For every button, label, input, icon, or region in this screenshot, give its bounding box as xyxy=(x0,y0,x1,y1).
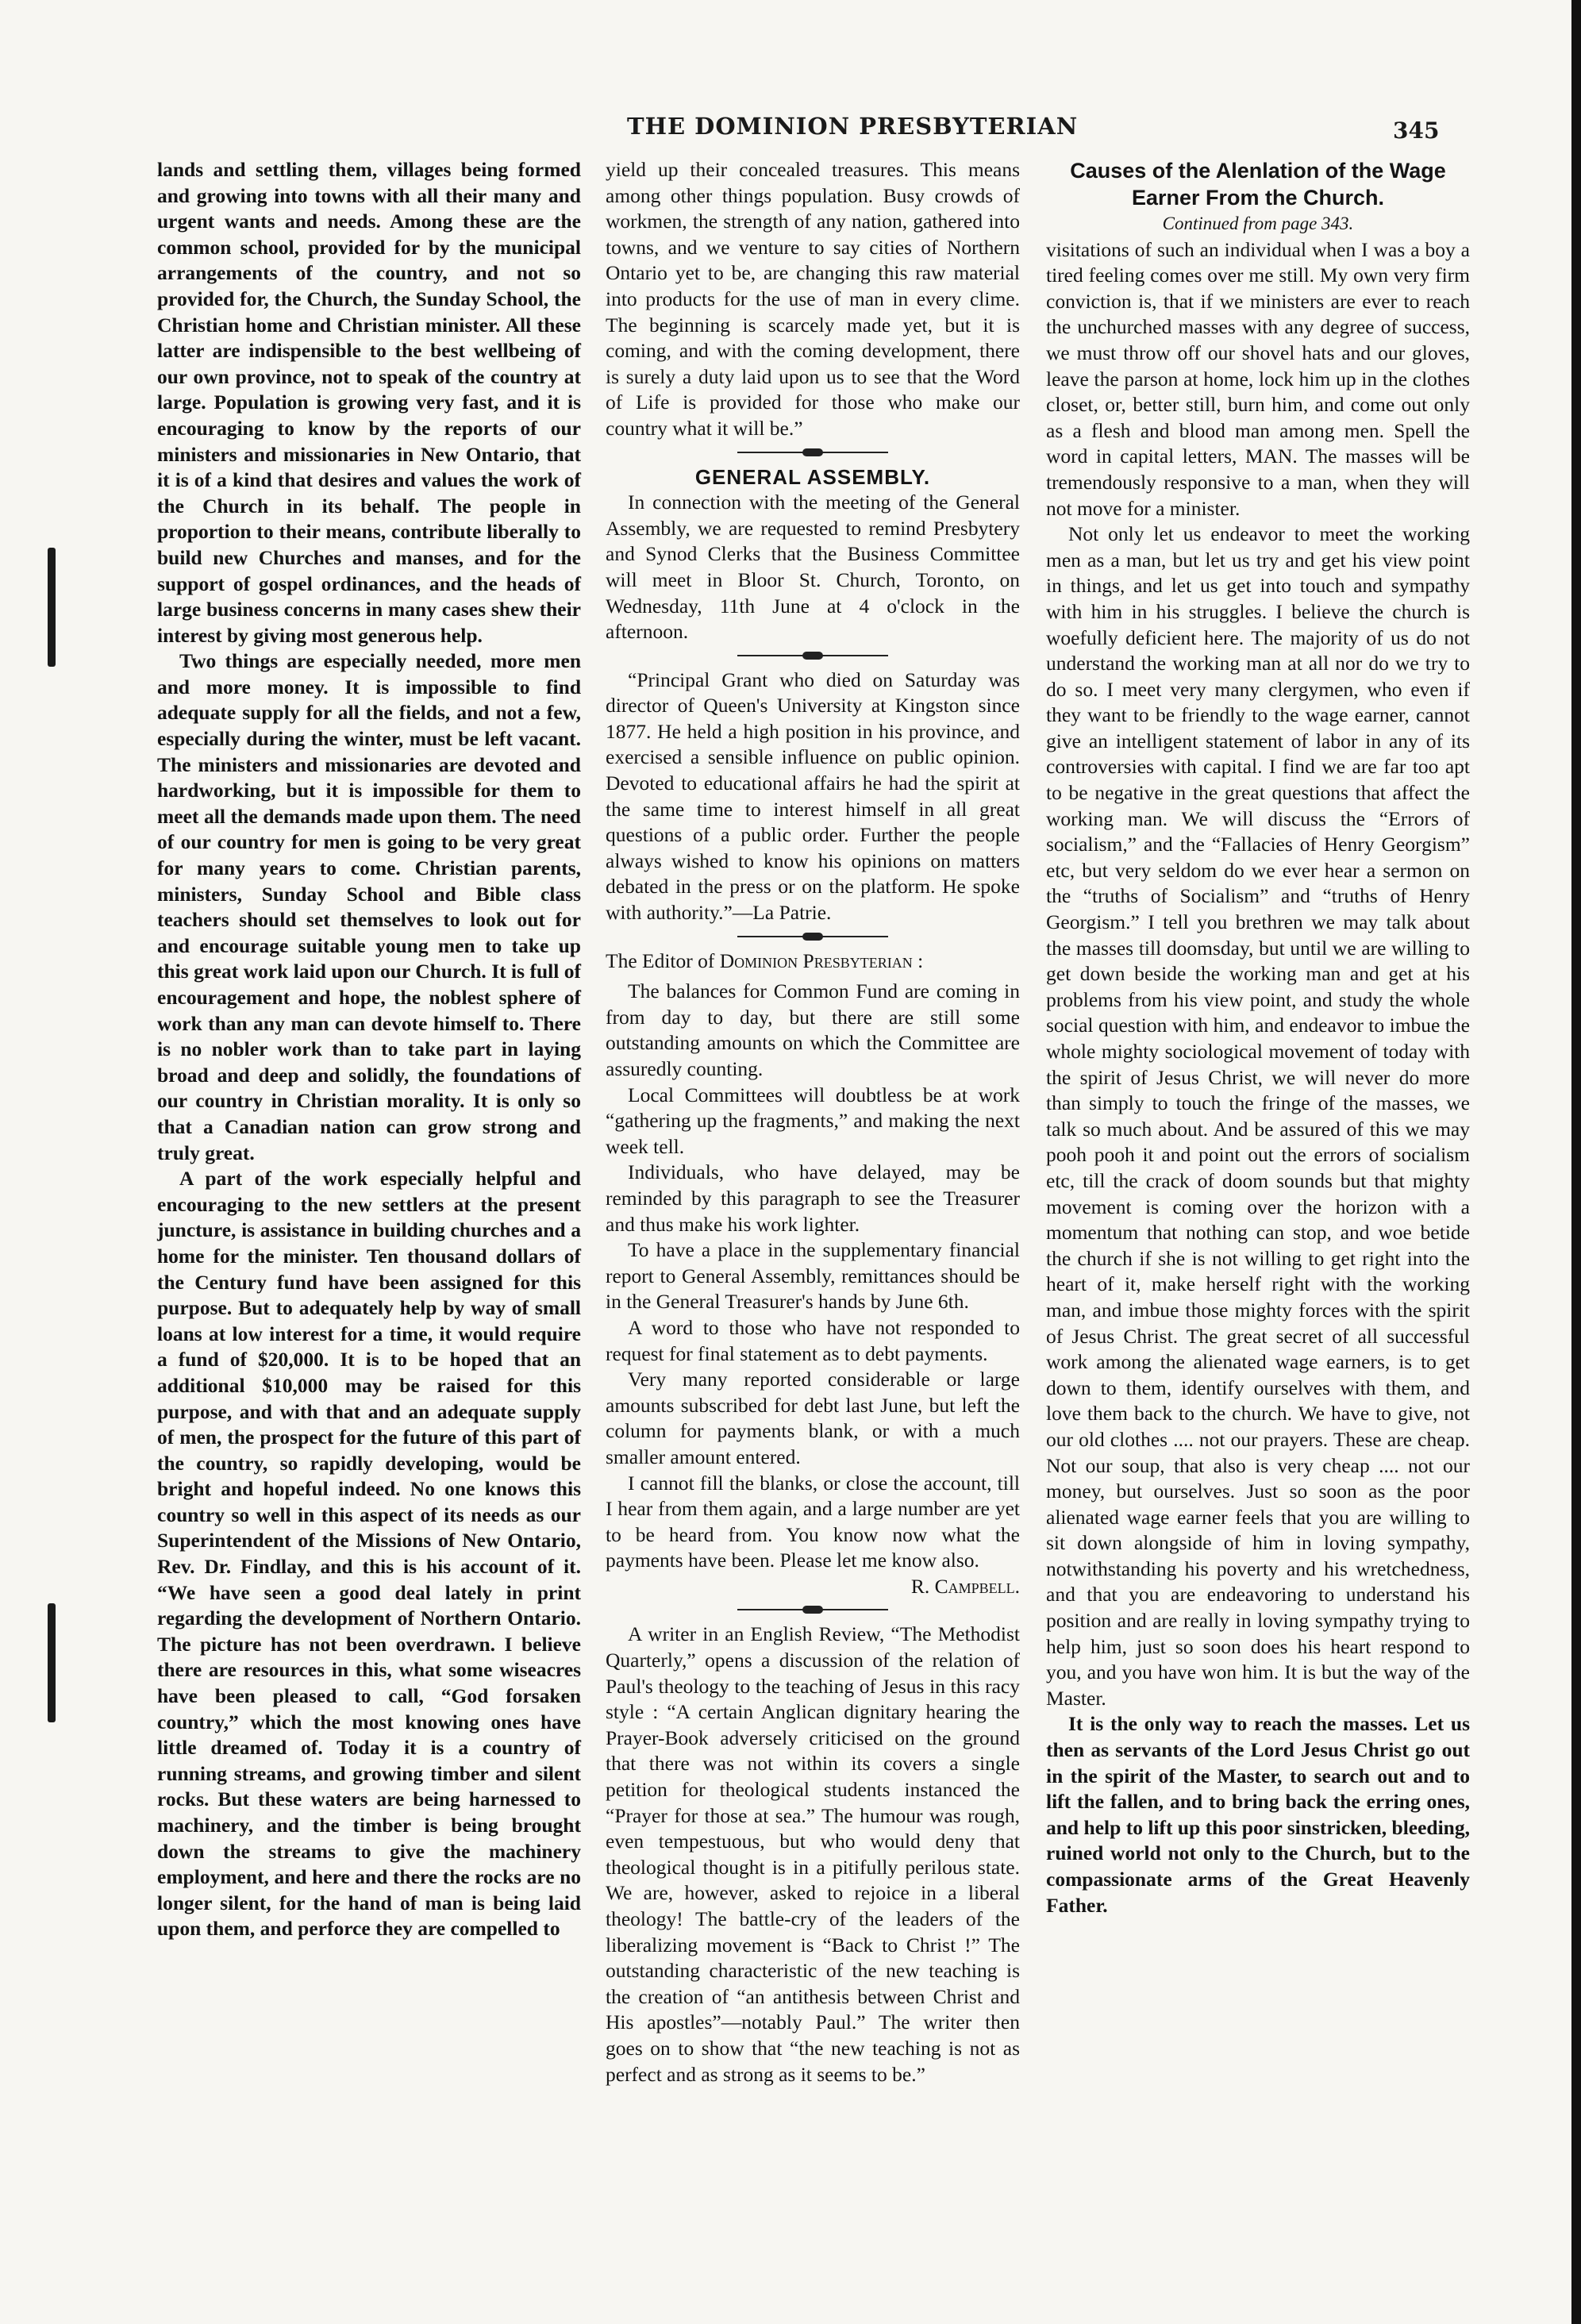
ornamental-rule xyxy=(737,1609,888,1610)
page-edge xyxy=(1571,0,1581,2324)
article-title: Causes of the Alenlation of the Wage Earner From the Church. xyxy=(1070,159,1446,210)
paragraph: A part of the work especially helpful and encouraging to the new settlers at the present juncture, is assistance in building churches and a home for the minister. Ten thousand dollars of the Century fund have been assigned for this purpose. But to adequately help by way of small loans at low interest for a time, it would require a fund of $20,000. It is to be hoped that an additional $10,000 may be raised for this purpose, and with that and an adequate supply of men, the prospect for the future of this part of the country, so rapidly developing, would be bright and hopeful indeed. No one knows this country so well in this aspect of its needs as our Superintendent of the Missions of New Ontario, Rev. Dr. Findlay, and this is his account of it. “We have seen a good deal lately in print regarding the development of Northern Ontario. The picture has not been overdrawn. I believe there are resources in this, what some wiseacres have been pleased to call, “God forsaken country,” which the most knowing ones have little dreamed of. Today it is a country of running streams, and growing timber and silent rocks. But these waters are being harnessed to machinery, and the timber is being brought down the streams to give the machinery employment, and here and there the rocks are no longer silent, for the hand of man is being laid upon them, and perforce they are compelled to xyxy=(157,1167,581,1941)
column-left xyxy=(157,157,581,1942)
paragraph: In connection with the meeting of the General Assembly, we are requested to remind Presbytery and Synod Clerks that the Business Committee will meet in Bloor St. Church, Toronto, on Wednesday, 11th June at 4 o'clock in the afternoon. xyxy=(606,491,1020,644)
ornamental-rule xyxy=(737,936,888,937)
paragraph: It is the only way to reach the masses. Let us then as servants of the Lord Jesus Christ go out in the spirit of the Master, to search out and to lift the fallen, and to bring back the erring ones, and help to lift up this poor sinstricken, bleeding, ruined world not only to the Church, but to the compassionate arms of the Great Heavenly Father. xyxy=(1046,1712,1470,1917)
paragraph: Very many reported considerable or large amounts subscribed for debt last June, but left the column for payments blank, or with a much smaller amount entered. xyxy=(606,1368,1020,1468)
salutation-suffix: : xyxy=(912,948,924,972)
paragraph: visitations of such an individual when I was a boy a tired feeling comes over me still. My own very firm conviction is, that if we ministers are ever to reach the unchurched masses with any degree of success, we must throw off our shovel hats and our gloves, leave the parson at home, lock him up in the clothes closet, or, better still, burn him, and come out only as a flesh and blood man among men. Spell the word in capital letters, MAN. The masses will be tremendously responsive to a man, when they will not move for a minister. xyxy=(1046,237,1470,520)
paragraph: To have a place in the supplementary financial report to General Assembly, remittances should be in the General Treasurer's hands by June 6th. xyxy=(606,1238,1020,1314)
column-middle xyxy=(606,157,1020,2087)
paragraph: The balances for Common Fund are coming in from day to day, but there are still some outstanding amounts on which the Committee are assuredly counting. xyxy=(606,979,1020,1080)
paragraph: “Principal Grant who died on Saturday was director of Queen's University at Kingston since 1877. He held a high position in his province, and exercised a sensible influence on public opinion. Devoted to educational affairs he had the spirit at the same time to interest himself in all great questions of a public order. Further the people always wished to know his opinions on matters debated in the press or on the platform. He spoke with authority.”—La Patrie. xyxy=(606,668,1020,925)
signature: R. Campbell. xyxy=(910,1574,1020,1598)
ornamental-rule xyxy=(737,452,888,453)
running-title: THE DOMINION PRESBYTERIAN xyxy=(627,113,1079,140)
section-heading: GENERAL ASSEMBLY. xyxy=(694,464,931,489)
paragraph: Not only let us endeavor to meet the working men as a man, but let us try and get his view point in things, and let us get into touch and sympathy with him in his struggles. I believe the church is woefully deficient here. The majority of us do not understand the working man at all nor do we try to do so. I meet very many clergymen, who even if they want to be friendly to the wage earner, cannot give an intelligent statement of labor in any of its controversies with capital. I find we are far too apt to be negative in the great questions that affect the working man. We will discuss the “Errors of socialism,” and the “Fallacies of Henry Georgism” etc, but very seldom do we ever hear a sermon on the “truths of Socialism” and “truths of Henry Georgism.” I tell you brethren we may talk about the masses till doomsday, but until we are willing to get down beside the working man and get at his problems from his view point, and study the whole social question with him, and endeavor to imbue the whole mighty sociological movement of today with the spirit of Jesus Christ, we will never do more than simply to touch the fringe of the masses, we talk so much about. And be assured of this we may pooh pooh it and point out the errors of socialism etc, till the crack of doom sounds but that mighty movement is coming over the horizon with a momentum that nothing can stop, and woe betide the church if she is not willing to get right into the heart of it, make herself right with the working man, and imbue those mighty forces with the spirit of Jesus Christ. The great secret of all successful work among the alienated wage earners, is to get down to them, identify ourselves with them, and love them back to the church. We have to give, not our old clothes .... not our prayers. These are cheap. Not our soup, that also is very cheap .... not our money, but ourselves. Just so soon as the poor alienated wage earner feels that you are willing to sit down alongside of him in loving sympathy, notwithstanding his poverty and his wretchedness, and that you are endeavoring to understand his position and are really in loving sympathy trying to help him, just so soon does his heart respond to you, and you have won him. It is but the way of the Master. xyxy=(1046,522,1470,1710)
paragraph: I cannot fill the blanks, or close the account, till I hear from them again, and a large number are yet to be heard from. You know now what the payments have been. Please let me know also. xyxy=(606,1471,1020,1572)
paragraph: Individuals, who have delayed, may be reminded by this paragraph to see the Treasurer and thus make his work lighter. xyxy=(606,1160,1020,1236)
paragraph: Local Committees will doubtless be at work “gathering up the fragments,” and making the next week tell. xyxy=(606,1083,1020,1158)
paragraph: lands and settling them, villages being formed and growing into towns with all their many and urgent wants and needs. Among these are the common school, provided for by the municipal arrangements of the country, and not so provided for, the Church, the Sunday School, the Christian home and Christian minister. All these latter are indispensible to the best wellbeing of our own province, not to speak of the country at large. Population is growing very fast, and it is encouraging to know by the reports of our ministers and missionaries in New Ontario, that it is of a kind that desires and values the work of the Church in its behalf. The people in proportion to their means, contribute liberally to build new Churches and manses, and for the support of gospel ordinances, and the heads of large business concerns in many cases shew their interest by giving most generous help. xyxy=(157,158,581,647)
salutation-prefix: The Editor of xyxy=(606,948,720,972)
paragraph: yield up their concealed treasures. This means among other things population. Busy crowds of workmen, the strength of any nation, gathered into towns, and we venture to say cities of Northern Ontario yet to be, are changing this raw material into products for the use of man in every clime. The beginning is scarcely made yet, but it is coming, and with the coming development, there is surely a duty laid upon us to see that the Word of Life is provided for those who make our country what it will be.” xyxy=(606,158,1020,440)
ornamental-rule xyxy=(737,655,888,656)
column-right xyxy=(1046,157,1470,1918)
paragraph: Two things are especially needed, more men and more money. It is impossible to find adequate supply for all the fields, and not a few, especially during the winter, must be left vacant. The ministers and missionaries are devoted and hardworking, but it is impossible for them to meet all the demands made upon them. The need of our country for men is going to be very great for many years to come. Christian parents, ministers, Sunday School and Bible class teachers should set themselves to look out for and encourage suitable young men to take up this great work laid upon our Church. It is full of encouragement and hope, the noblest sphere of work than any man can devote himself to. There is no nobler work than to take part in laying broad and deep and solidly, the foundations of our country in Christian morality. It is only so that a Canadian nation can grow strong and truly great. xyxy=(157,649,581,1164)
margin-mark xyxy=(48,548,56,667)
paragraph: A writer in an English Review, “The Methodist Quarterly,” opens a discussion of the relation of Paul's theology to the teaching of Jesus in this racy style : “A certain Anglican dignitary hearing the Prayer-Book adversely criticised on the ground that there was not within its covers a single petition for theological students instanced the “Prayer for those at sea.” The humour was rough, even tempestuous, but who would deny that theological thought is in a pitifully perilous state. We are, however, asked to rejoice in a liberal theology! The battle-cry of the leaders of the liberalizing movement is “Back to Christ !” The outstanding characteristic of the new teaching is the creation of “an antithesis between Christ and His apostles”—notably Paul.” The writer then goes on to show that “the new teaching is not as perfect and as strong as it seems to be.” xyxy=(606,1622,1020,2086)
page-number: 345 xyxy=(1393,117,1440,144)
paragraph: A word to those who have not responded to request for final statement as to debt payments. xyxy=(606,1315,1020,1365)
salutation-name: Dominion Presbyterian xyxy=(719,948,913,972)
continued-note: Continued from page 343. xyxy=(1162,214,1354,233)
salutation xyxy=(606,948,1020,975)
margin-mark xyxy=(48,1603,56,1722)
